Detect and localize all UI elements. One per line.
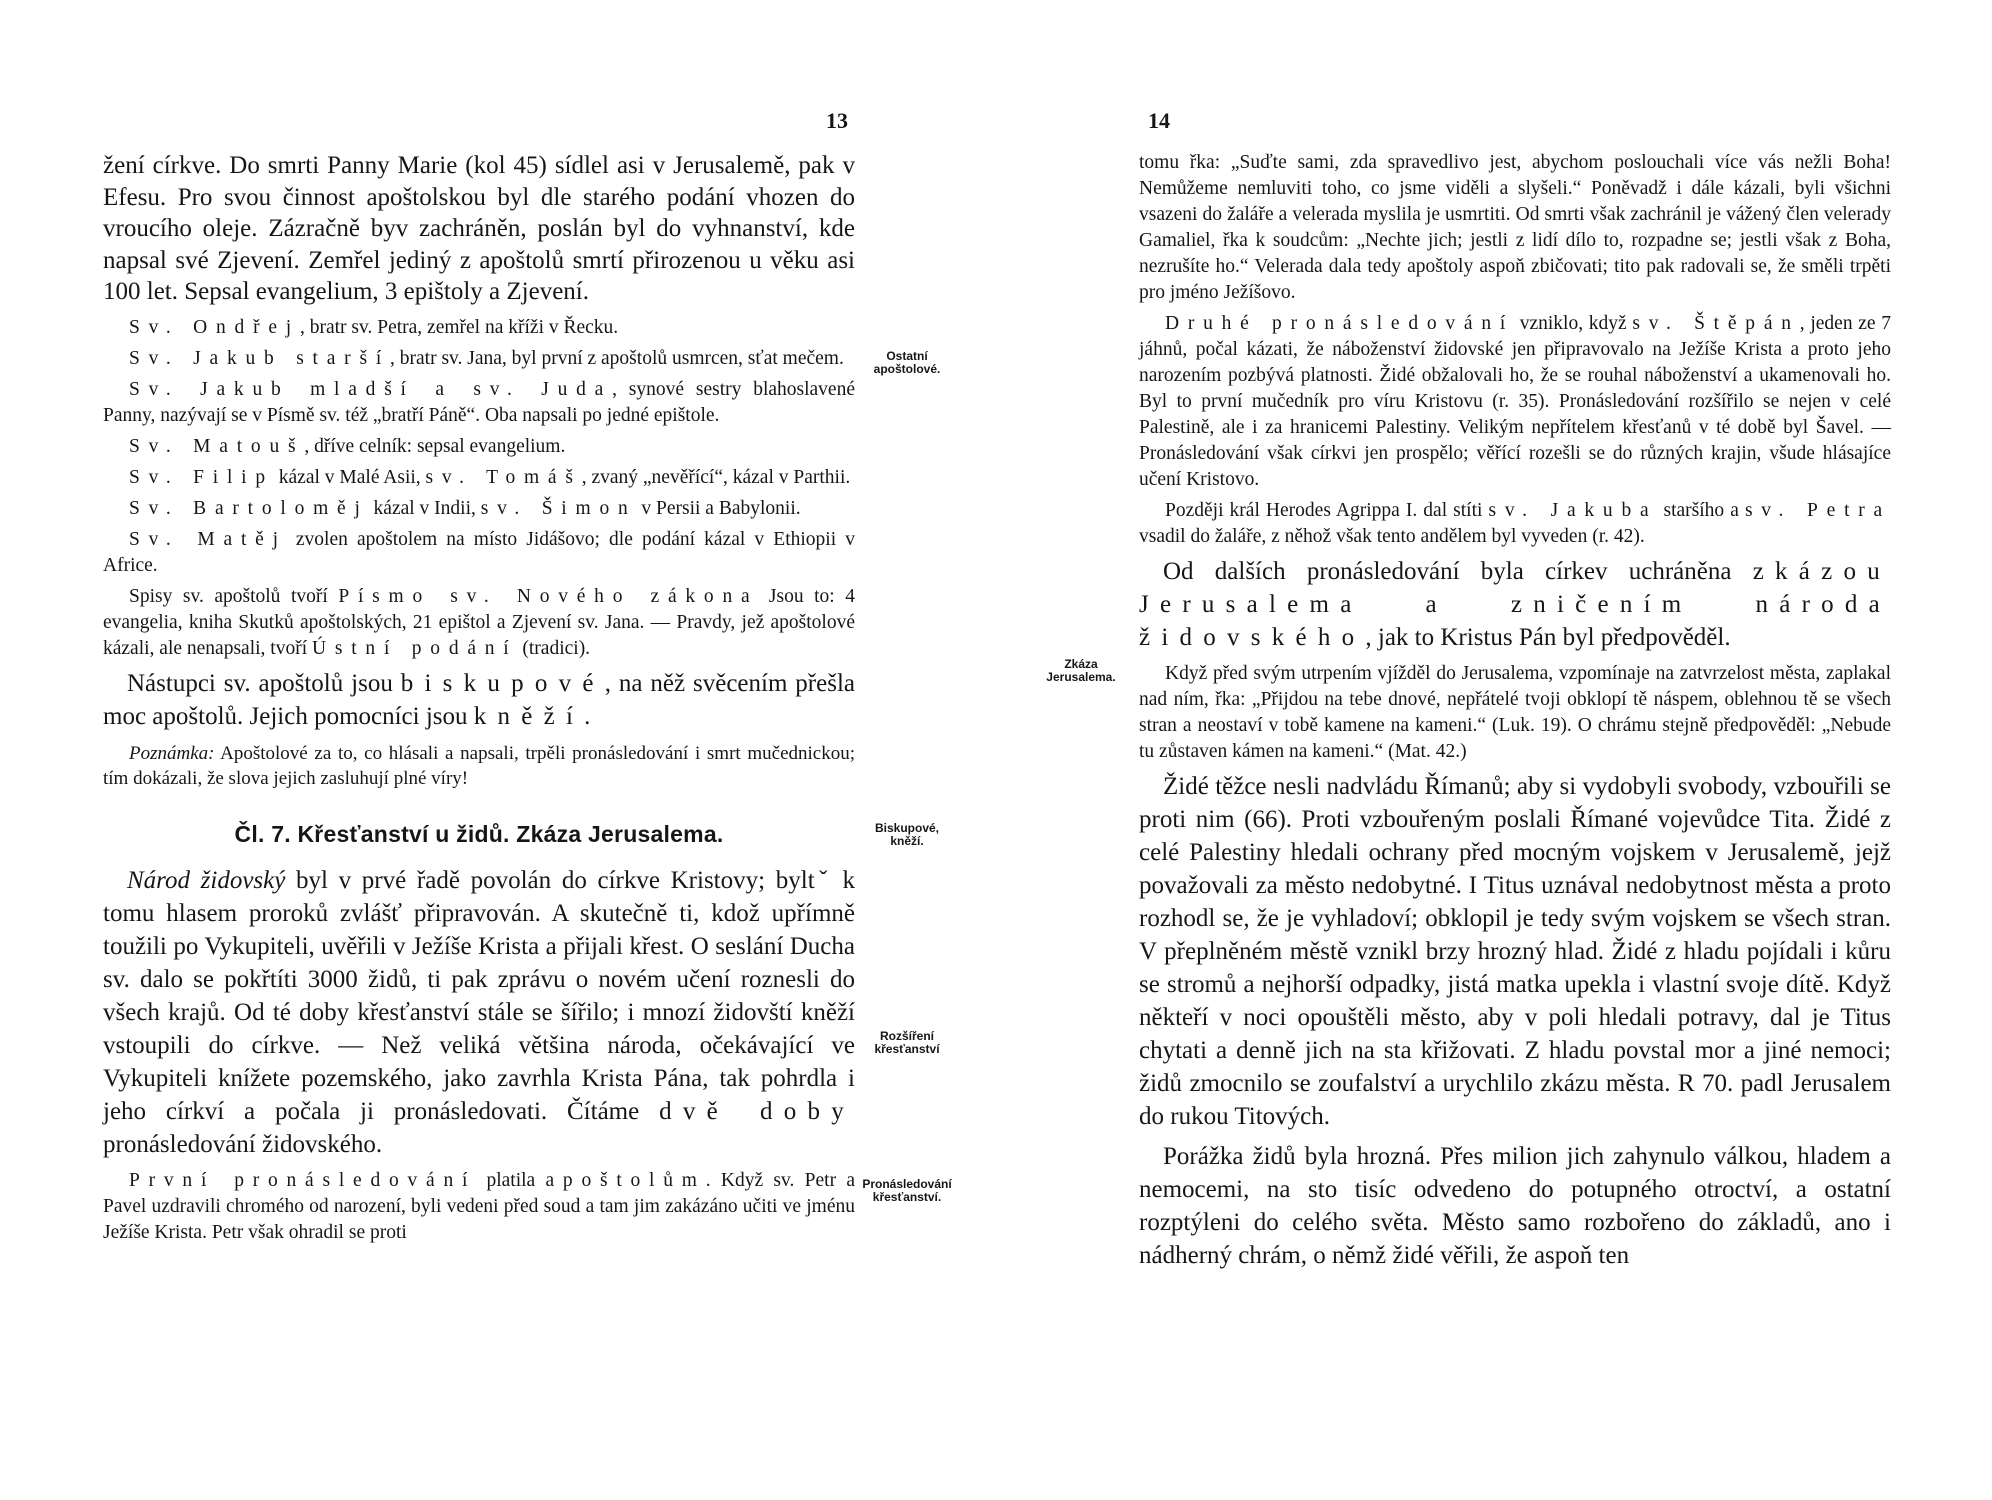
paragraph-spisy: Spisy sv. apoštolů tvoří Písmo sv. Nového zákona Jsou to: 4 evangelia, kniha Skutků apoštolských, 21 epištol a Zjevení sv. Jana. — Pravdy, jež apoštolové kázali, ale nenapsali, tvoří Ústní podání (tradici). (103, 585, 855, 659)
paragraph-druhe-pronasledovani: Druhé pronásledování vzniklo, když sv. Štěpán, jeden ze 7 jáhnů, počal kázati, že náboženství židovské jen připravovalo na Ježíše Krista a proto jeho narozením pozbývá platnosti. Židé obžalovali ho, že se rouhal náboženství a ukamenovali ho. Byl to první mučedník pro víru Kristovu (r. 35). Pronásledování rozšířilo se nejen v celé Palestině, ale i za hranicemi Palestiny. Velikým nepřítelem křesťanů v té době byl Šavel. — Pronásledování však církvi jen prospělo; věřící rozešli se do různých krajin, všude hlásajíce učení Kristovo. (1139, 313, 1891, 490)
paragraph-jakub-starsi: Sv. Jakub starší, bratr sv. Jana, byl první z apoštolů usmrcen, sťat mečem. (129, 347, 844, 369)
paragraph-zide: Židé těžce nesli nadvládu Římanů; aby si vydobyli svobody, vzbouřili se proti nim (66). Proti vzbouřeným poslali Římané vojevůdce Tita. Židé z celé Palestiny hledali ochrany před mocným vojskem v Jerusalemě, jejž považovali za město nedobytné. I Titus uznával nedobytnost města a proto rozhodl se, že je vyhladoví; obklopil je tedy svým vojskem se všech stran. V přeplněném městě vznikl brzy hrozný hlad. Židé z hladu pojídali i kůru se stromů a nejhorší odpadky, jistá matka upekla i vlastní svoje dítě. Když někteří v noci opouštěli město, aby v poli hledali potravy, dal je Titus chytati a denně jich na sta křižovati. Z hladu povstal mor a jiné nemoci; židů zmocnilo se zoufalství a urychlilo zkázu města. R 70. padl Jerusalem do rukou Titových. (1139, 773, 1891, 1130)
paragraph-narod: Národ židovský byl v prvé řadě povolán do církve Kristovy; byltˇ k tomu hlasem proroků zvlášť připravován. A skutečně ti, kdož upřímně toužili po Vykupiteli, uvěřili v Ježíše Krista a přijali křest. O seslání Ducha sv. dalo se pokřtíti 3000 židů, ti pak zprávu o novém učení roznesli do všech krajů. Od té doby křesťanství stále se šířilo; i mnozí židovští kněží vstoupili do církve. — Než veliká většina národa, očekávající ve Vykupiteli knížete pozemského, jako zavrhla Krista Pána, tak pohrdla i jeho církví a počala ji pronásledovati. Čítáme dvě doby pronásledování židovského. (103, 866, 855, 1158)
paragraph-od-dalsich: Od dalších pronásledování byla církev uchráněna zkázou Jerusalema a zničením národa židovského, jak to Kristus Pán byl předpověděl. (1139, 558, 1891, 651)
margin-note-biskupove: Biskupové, kněží. (874, 821, 940, 848)
left-column (103, 150, 855, 1251)
paragraph-poznamka: Poznámka: Apoštolové za to, co hlásali a napsali, trpěli pronásledování i smrt mučednickou; tím dokázali, že slova jejich zasluhují plné víry! (103, 742, 855, 789)
paragraph-pozdeji: Později král Herodes Agrippa I. dal stíti sv. Jakuba staršího a sv. Petra vsadil do žaláře, z něhož však tento andělem byl vyveden (r. 42). (1139, 500, 1891, 547)
paragraph-jakub-mladsi: Sv. Jakub mladší a sv. Juda, synové sestry blahoslavené Panny, nazývají se v Písmě sv. též „bratří Páně“. Oba napsali po jedné epištole. (103, 378, 855, 426)
chapter-heading: Čl. 7. Křesťanství u židů. Zkáza Jerusalema. (234, 820, 724, 847)
paragraph-filip: Sv. Filip kázal v Malé Asii, sv. Tomáš, zvaný „nevěřící“, kázal v Parthii. (129, 466, 851, 488)
paragraph-matej: Sv. Matěj zvolen apoštolem na místo Jidášovo; dle podání kázal v Ethiopii v Africe. (103, 528, 855, 576)
right-page (996, 0, 1992, 1500)
margin-note-zkaza-jerusalema: Zkáza Jerusalema. (1046, 657, 1116, 684)
paragraph-tomu-rka: tomu řka: „Suďte sami, zda spravedlivo jest, abychom poslouchali více vás nežli Boha! Nemůžeme nemluviti toho, co jsme viděli a slyšeli.“ Poněvadž i dále kázali, byli všichni vsazeni do žaláře a velerada myslila je usmrtiti. Od smrti však zachránil je vážený člen velerady Gamaliel, řka k soudcům: „Nechte jich; jestli z lidí dílo to, rozpadne se; jestli však z Boha, nezrušíte ho.“ Velerada dala tedy apoštoly aspoň zbičovati; tito pak radovali se, že směli trpěti pro jméno Ježíšovo. (1139, 152, 1891, 303)
paragraph-nastupci: Nástupci sv. apoštolů jsou biskupové, na něž svěcením přešla moc apoštolů. Jejich pomocníci jsou kněží. (103, 669, 855, 730)
paragraph-bartolomej: Sv. Bartoloměj kázal v Indii, sv. Šimon v Persii a Babylonii. (129, 497, 801, 519)
paragraph-matous: Sv. Matouš, dříve celník: sepsal evangelium. (129, 435, 566, 457)
paragraph-kdyz: Když před svým utrpením vjížděl do Jerusalema, vzpomínaje na zatvrzelost města, zaplakal nad ním, řka: „Přijdou na tebe dnové, nepřátelé tvoji obklopí tě náspem, oblehnou tě se všech stran a neostaví v tobě kamene na kameni.“ (Luk. 19). O chrámu stejně předpověděl: „Nebude tu zůstaven kámen na kameni.“ (Mat. 42.) (1139, 663, 1891, 762)
margin-note-ostatni-apostolove: Ostatní apoštolové. (873, 349, 941, 376)
page-number: 14 (1148, 108, 1170, 133)
right-column (1139, 150, 1891, 1279)
paragraph-ondrej: Sv. Ondřej, bratr sv. Petra, zemřel na kříži v Řecku. (129, 316, 619, 338)
paragraph-porazka: Porážka židů byla hrozná. Přes milion jich zahynulo válkou, hladem a nemocemi, na sto tisíc odvedeno do potupného otroctví, a ostatní rozptýleni do celého světa. Město samo rozbořeno do základů, ano i nádherný chrám, o němž židé věřili, že aspoň ten (1139, 1143, 1891, 1269)
margin-note-rozsireni: Rozšíření křesťanství (874, 1029, 940, 1056)
margin-note-pronasledovani: Pronásledování křesťanství. (862, 1177, 952, 1204)
page-number: 13 (826, 108, 848, 133)
paragraph-jan: žení církve. Do smrti Panny Marie (kol 45) sídlel asi v Jerusalemě, pak v Efesu. Pro svou činnost apoštolskou byl dle starého podání vhozen do vroucího oleje. Zázračně byv zachráněn, poslán byl do vyhnanství, kde napsal své Zjevení. Zemřel jediný z apoštolů smrtí přirozenou u věku asi 100 let. Sepsal evangelium, 3 epištoly a Zjevení. (103, 152, 855, 305)
paragraph-prvni-pronasledovani: První pronásledování platila apoštolům. Když sv. Petr a Pavel uzdravili chromého od narození, byli vedeni před soud a tam jim zakázáno učiti ve jménu Ježíše Krista. Petr však ohradil se proti (103, 1169, 856, 1243)
